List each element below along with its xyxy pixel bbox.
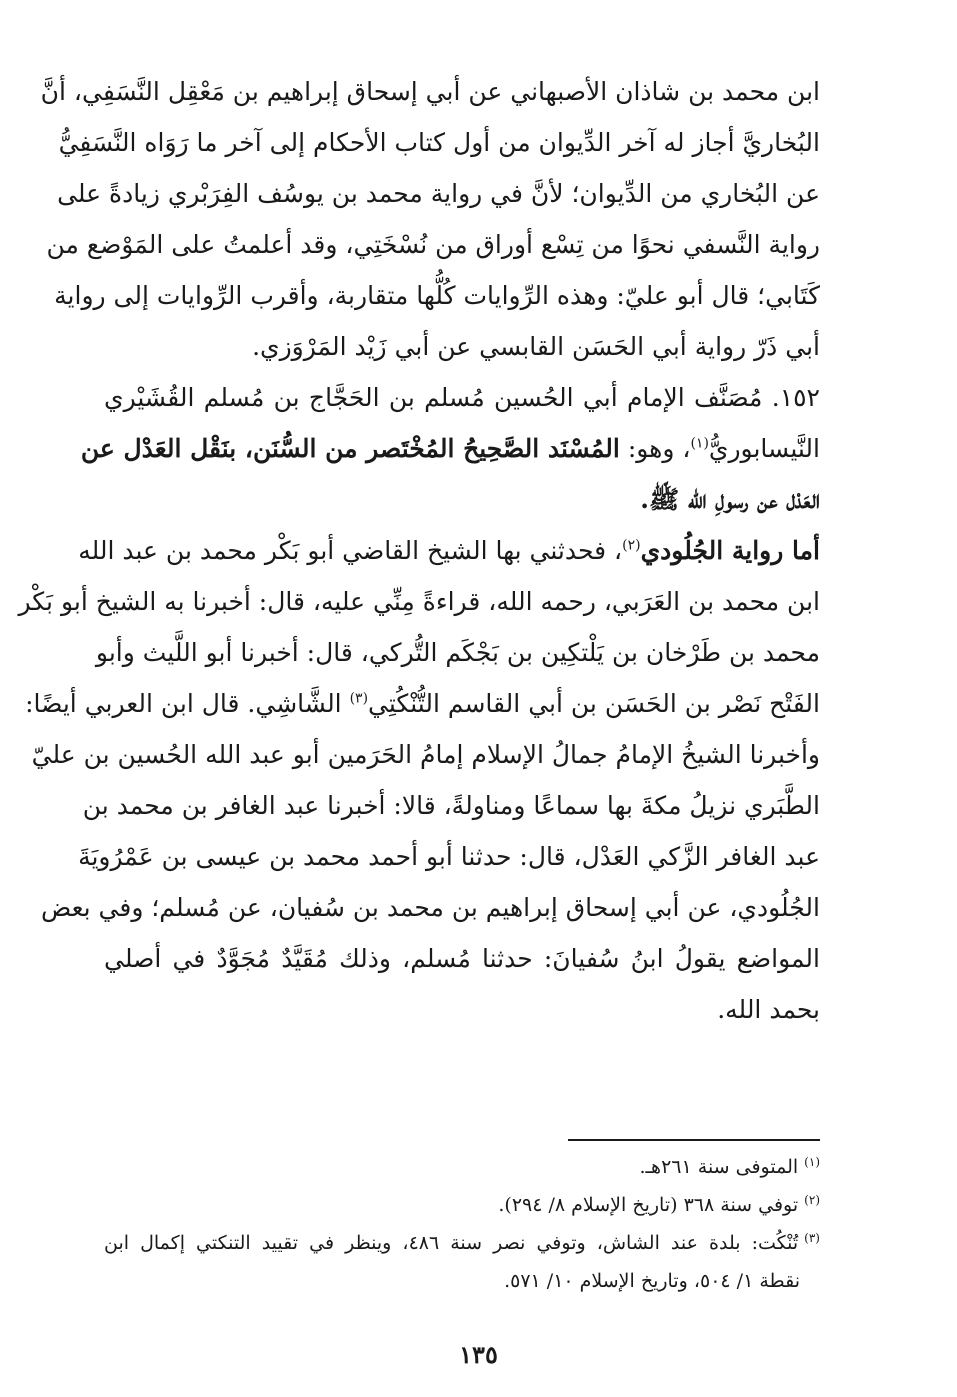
text-segment: ، فحدثني بها الشيخ القاضي أبو بَكْر محمد بن عبد الله [78,536,623,565]
text-line: ابن محمد بن العَرَبي، رحمه الله، قراءةً مِنِّي عليه، قال: أخبرنا به الشيخ أبو بَكْر [18,587,820,616]
text-line: أبي ذَرّ رواية أبي الحَسَن القابسي عن أبي زَيْد المَرْوَزي. [252,332,820,361]
paragraph-musannaf-muslim [80,372,820,525]
text-line: البُخاريَّ أجاز له آخر الدِّيوان من أول كتاب الأحكام إلى آخر ما رَوَاه النَّسَفِيُّ [58,128,820,157]
text-segment: الفَتْح نَصْر بن الحَسَن بن أبي القاسم التُّنْكُتِي [368,689,820,718]
footnote-ref-2: (٢) [622,537,641,554]
text-segment: ، وهو: [619,434,691,463]
text-line: عبد الغافر الزَّكي العَدْل، قال: حدثنا أبو أحمد محمد بن عيسى بن عَمْرُويَةَ [78,842,820,871]
text-segment: الشَّاشِي. قال ابن العربي أيضًا: [25,689,350,718]
text-line: بحمد الله. [717,995,820,1024]
text-line: الجُلُودي، عن أبي إسحاق إبراهيم بن محمد بن سُفيان، عن مُسلم؛ وفي بعض [40,893,820,922]
text-line: الطَّبَري نزيلُ مكةَ بها سماعًا ومناولةً، قالا: أخبرنا عبد الغافر بن محمد بن [82,791,820,820]
heading-bold: أما رواية الجُلُودي [640,536,820,565]
book-title-bold: المُسْنَد الصَّحِيحُ المُخْتَصر من السُّنَن، بنَقْل العَدْل عن [80,434,620,463]
paragraph-riwayat-nasafi [40,66,820,372]
footnote-text: تُنْكُت: بلدة عند الشاش، وتوفي نصر سنة ٤٨٦، وينظر في تقييد التنكتي إكمال ابن [104,1232,799,1254]
footnote-mark: (٢) [804,1192,820,1207]
footnote-mark: (٣) [804,1230,820,1245]
footnote-ref-3: (٣) [349,690,369,707]
text-line: ١٥٢. مُصَنَّف الإمام أبي الحُسين مُسلم بن الحَجَّاج بن مُسلم القُشَيْري [104,383,820,412]
paragraph-riwayat-juludi [18,525,820,1035]
footnote-3-continuation: نقطة ١/ ٥٠٤، وتاريخ الإسلام ١٠/ ٥٧١. [504,1270,800,1292]
footnote-mark: (١) [804,1154,820,1169]
text-line-mixed [25,678,820,729]
text-line: محمد بن طَرْخان بن يَلْتكِين بن بَجْكَم التُّركي، قال: أخبرنا أبو اللَّيث وأبو [95,638,820,667]
page-number: ١٣٥ [459,1340,498,1369]
text-line-mixed [80,423,820,474]
text-segment: النَّيسابوريُّ [708,434,820,463]
text-line: كَتَابي؛ قال أبو عليّ: وهذه الرِّوايات كُلُّها متقاربة، وأقرب الرِّوايات إلى رواية [54,281,820,310]
text-line: المواضع يقولُ ابنُ سُفيانَ: حدثنا مُسلم، وذلك مُقَيَّدٌ مُجَوَّدٌ في أصلي [104,944,820,973]
main-text [18,66,820,1035]
footnote-2 [104,1186,820,1224]
footnotes [104,1148,820,1300]
text-line: عن البُخاري من الدِّيوان؛ لأنَّ في رواية محمد بن يوسُف الفِرَبْري زيادةً على [57,179,820,208]
footnote-ref-1: (١) [690,435,709,452]
footnote-3 [104,1224,820,1262]
footnote-1 [104,1148,820,1186]
text-line: رواية النَّسفي نحوًا من تِسْع أوراق من نُسْخَتِي، وقد أعلمتُ على المَوْضع من [46,230,820,259]
footnote-text: المتوفى سنة ٢٦١هـ. [639,1156,799,1178]
footnote-text: توفي سنة ٣٦٨ (تاريخ الإسلام ٨/ ٢٩٤). [498,1194,799,1216]
text-line-mixed [78,525,820,576]
footnote-separator [568,1139,820,1141]
text-line: وأخبرنا الشيخُ الإمامُ جمالُ الإسلام إمامُ الحَرَمين أبو عبد الله الحُسين بن عليّ [31,740,820,769]
text-line: ابن محمد بن شاذان الأصبهاني عن أبي إسحاق إبراهيم بن مَعْقِل النَّسَفِي، أنَّ [40,77,820,106]
text-line-bold: العَدْل عن رسولِ الله ﷺ. [640,485,820,514]
